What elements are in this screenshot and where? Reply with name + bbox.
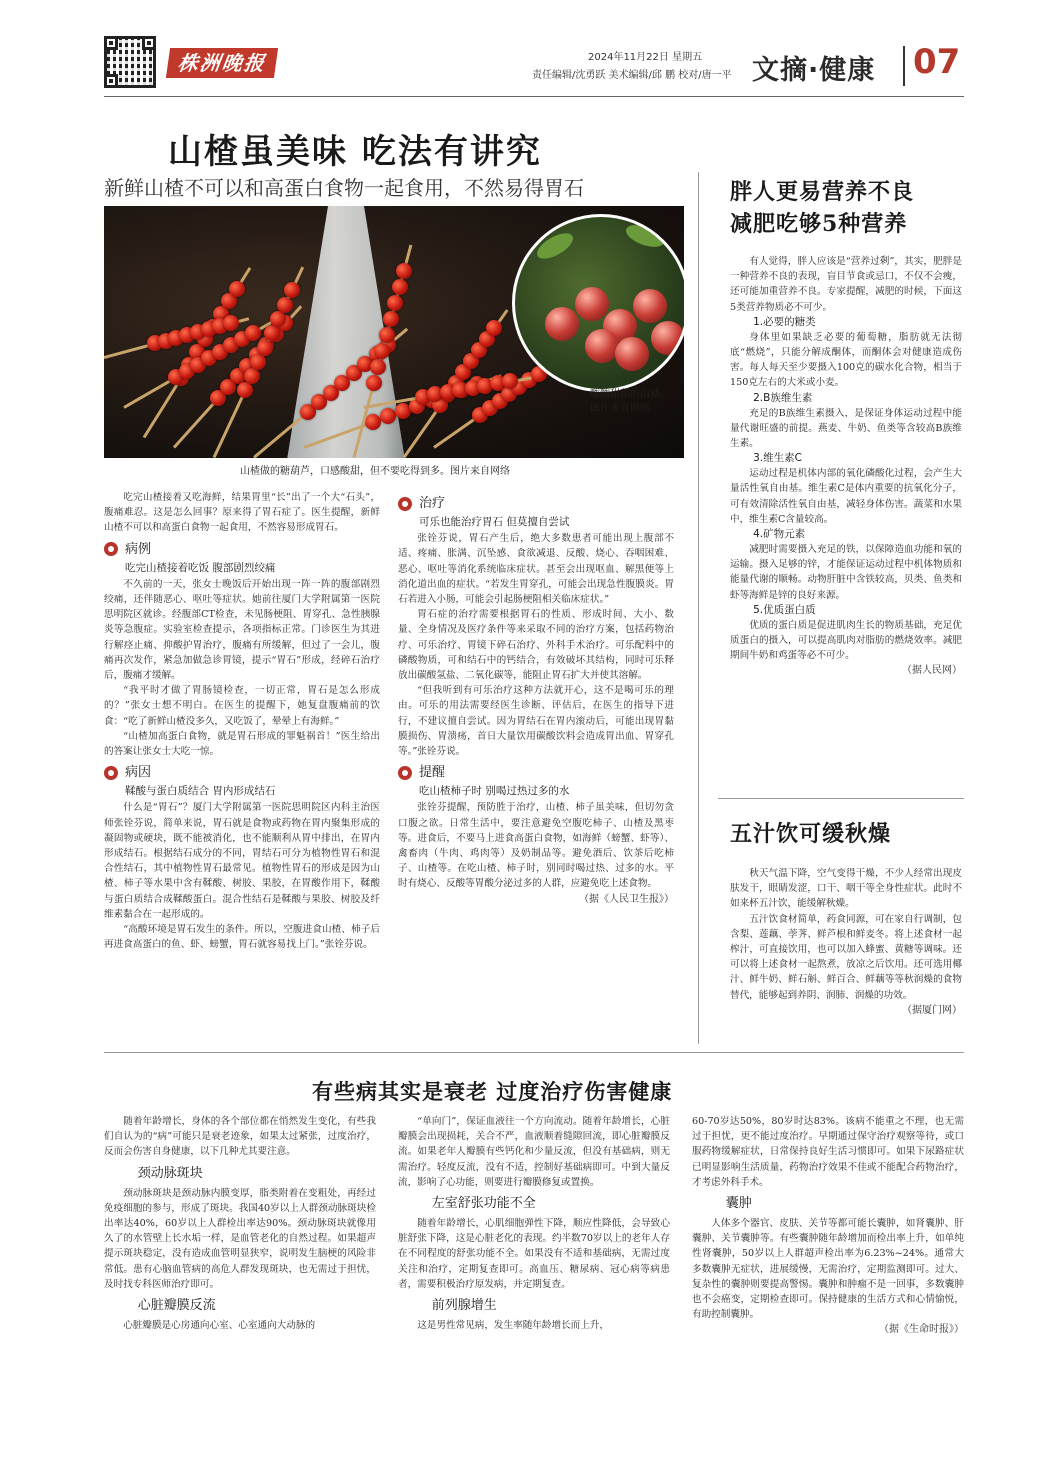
side-article-1-body <box>730 254 962 679</box>
candied-hawthorn <box>370 359 386 375</box>
paragraph: “高酸环境是胃石发生的条件。所以，空腹进食山楂、柿子后再进食高蛋白的鱼、虾、螃蟹，胃石就容易找上门。”张铨芬说。 <box>104 924 380 951</box>
paragraph: 运动过程是机体内部的氧化磷酸化过程，会产生大量活性氧自由基。维生素C是体内重要的抗氧化分子，可有效清除活性氧自由基，减轻身体伤害。蔬菜和水果中，维生素C含量较高。 <box>730 468 962 525</box>
nutrient-heading: 2.B族维生素 <box>753 391 813 404</box>
paragraph: 颈动脉斑块是颈动脉内膜变厚，脂类附着在变粗处，再经过免疫细胞的参与，形成了斑块。我国40岁以上人群颈动脉斑块检出率达40%，60岁以上人群检出率达90%。颈动脉斑块就像用久了的水管壁上长水垢一样，是血管老化的自然过程。如果超声提示斑块稳定，没有造成血管明显狭窄，说明发生脑梗的风险非常低。患有心脑血管病的高危人群发现斑块，也无需过于担忧，及时找专科医师治疗即可。 <box>104 1187 376 1290</box>
side-divider <box>718 798 964 799</box>
editor-credits: 责任编辑/沈勇跃 美术编辑/邱 鹏 校对/唐一平 <box>532 70 732 81</box>
paragraph: 五汁饮食材简单，药食同源，可在家自行调制，包含梨、莲藕、荸荠、鲜芦根和鲜麦冬。将上述食材一起榨汁，可直接饮用，也可以加入蜂蜜、黄糖等调味。还可以将上述食材一起熬煮，放凉之后饮用。还可选用椰汁、鲜牛奶、鲜石斛、鲜百合、鲜藕等等秋润燥的食物替代，能够起到养阴、润肺、润燥的功效。 <box>730 913 962 1001</box>
paragraph: “山楂加高蛋白食物，就是胃石形成的罪魁祸首！”医生给出的答案让张女士大吃一惊。 <box>104 730 380 758</box>
inset-caption <box>590 388 686 416</box>
inset-caption-line: 图片来自网络 <box>590 403 650 414</box>
candied-hawthorn <box>237 382 253 398</box>
paragraph: 随着年龄增长，身体的各个部位都在悄然发生变化，有些我们自认为的“病”可能只是衰老迹象，如果太过紧张，过度治疗，反而会伤害自身健康，以下几种尤其要注意。 <box>104 1116 376 1158</box>
main-column-1 <box>104 490 380 952</box>
candied-hawthorn <box>383 311 399 327</box>
bullet-icon <box>398 766 412 780</box>
side-title-line: 减肥吃够5种营养 <box>730 211 908 237</box>
nutrient-heading: 1.必要的糖类 <box>753 315 816 328</box>
paragraph: “单向门”，保证血液往一个方向流动。随着年龄增长，心脏瓣膜会出现损耗，关合不严，血液顺着缝隙回流，即心脏瓣膜反流。如果老年人瓣膜有些钙化和少量反流，但没有基础病，则无需治疗。轻度反流，没有不适，控制好基础病即可。中到大量反流，影响了心功能，则要进行瓣膜修复或置换。 <box>398 1116 670 1188</box>
hawthorn-inset-photo <box>512 214 684 392</box>
condition-heading: 前列腺增生 <box>431 1298 497 1314</box>
paragraph: 不久前的一天，张女士晚饭后开始出现一阵一阵的腹部剧烈绞痛，还伴随恶心、呕吐等症状。她前往厦门大学附属第一医院思明院区就诊。经腹部CT检查，未见肠梗阻、胃穿孔、急性胰腺炎等急腹症。实验室检查提示，各项指标正常。门诊医生为其进行解痉止痛、抑酸护胃治疗，腹痛有所缓解，但过了一会儿，腹痛再次发作，紧急加做急诊胃镜，提示“胃石”形成，经碎石治疗后，腹痛才缓解。 <box>104 578 380 682</box>
side-article-2-title: 五汁饮可缓秋燥 <box>730 821 892 847</box>
qr-code <box>104 36 156 88</box>
article-intro: 吃完山楂接着又吃海鲜，结果胃里“长”出了一个大“石头”，腹痛难忍。这是怎么回事？原来得了胃石症了。医生提醒，新鲜山楂不可以和高蛋白食物一起食用，不然容易形成胃石。 <box>104 492 380 534</box>
header-divider <box>903 46 905 86</box>
candied-hawthorn <box>257 340 273 356</box>
section-tag-case <box>104 542 380 557</box>
paragraph: 张铨芬说，胃石产生后，绝大多数患者可能出现上腹部不适、疼痛、胀满、沉坠感、食欲减退、反酸、烧心、吞咽困难、恶心、呕吐等消化系统临床症状。甚至会出现呕血、解黑便等上消化道出血的症状。“若发生胃穿孔，可能会出现急性腹膜炎。胃石若进入小肠，可能会引起肠梗阻相关临床症状。” <box>398 533 674 606</box>
cause-subheading: 鞣酸与蛋白质结合 胃内形成结石 <box>125 785 276 798</box>
paragraph: 充足的B族维生素摄入，是保证身体运动过程中能量代谢旺盛的前提。燕麦、牛奶、鱼类等含较高B族维生素。 <box>730 407 962 450</box>
bottom-divider <box>104 1052 964 1053</box>
candied-hawthorn <box>277 297 293 313</box>
inset-caption-line: 酸酸甜甜的山楂。 <box>590 389 670 400</box>
candied-hawthorn <box>379 327 395 343</box>
paragraph: 身体里如果缺乏必要的葡萄糖，脂肪就无法彻底“燃烧”，只能分解成酮体，而酮体会对健康造成伤害。每人每天至少要摄入100克的碳水化合物，相当于150克左右的大米或小麦。 <box>730 331 962 389</box>
paragraph: 什么是“胃石”？厦门大学附属第一医院思明院区内科主治医师张铨芬说，简单来说，胃石就是食物或药物在胃内聚集形成的凝固物或硬块，既不能被消化，也不能顺利从胃中排出，在胃内形成结石。根据结石成分的不同，胃结石可分为植物性胃石和混合性结石，其中植物性胃石最常见。植物性胃石的形成是因为山楂、柿子等水果中含有鞣酸、树胶、果胶，在胃酸作用下，鞣酸与蛋白质结合成鞣酸蛋白。混合性结石是鞣酸与果胶、树胶及纤维素黏合在一起形成的。 <box>104 802 380 920</box>
bottom-column-2 <box>398 1114 670 1333</box>
article-source: （据《生命时报》） <box>879 1324 964 1336</box>
paragraph: 人体多个器官、皮肤、关节等都可能长囊肿，如肾囊肿、肝囊肿、关节囊肿等。有些囊肿随年龄增加而检出率上升，如单纯性肾囊肿，50岁以上人群超声检出率为6.23%~24%。通常大多数囊肿无症状，进展缓慢，无需治疗，定期监测即可。过大、复杂性的囊肿则要提高警惕。囊肿和肿瘤不是一回事，多数囊肿也不会癌变，定期检查即可。保持健康的生活方式和心情愉悦，有助控制囊肿。 <box>692 1218 964 1321</box>
paragraph: “我平时才做了胃肠镜检查，一切正常，胃石是怎么形成的？”张女士想不明白。在医生的提醒下，她复盘腹痛前的饮食：“吃了新鲜山楂没多久，又吃饭了，晕晕上有海鲜。” <box>104 685 380 727</box>
bottom-column-3 <box>692 1114 964 1338</box>
qr-corner <box>104 36 118 50</box>
condition-heading: 心脏瓣膜反流 <box>137 1298 216 1314</box>
header-rule <box>104 96 964 97</box>
hawthorn-fruit <box>585 329 619 363</box>
main-headline: 山楂虽美味 吃法有讲究 <box>168 132 542 172</box>
nutrient-heading: 3.维生素C <box>753 452 802 465</box>
tag-label: 病因 <box>125 765 152 781</box>
condition-heading: 左室舒张功能不全 <box>431 1196 536 1212</box>
paragraph: 减肥时需要摄入充足的铁，以保障造血功能和氧的运输。摄入足够的锌，才能保证运动过程中机体物质和能量代谢的顺畅。动物肝脏中含铁较高，贝类、鱼类和虾等海鲜是锌的良好来源。 <box>730 544 962 601</box>
nutrient-heading: 4.矿物元素 <box>753 528 806 541</box>
candied-hawthorn <box>395 403 411 419</box>
condition-heading: 颈动脉斑块 <box>137 1165 203 1181</box>
reminder-subheading: 吃山楂柿子时 别喝过热过多的水 <box>419 785 570 798</box>
qr-corner <box>104 74 118 88</box>
candied-hawthorn <box>229 281 245 297</box>
column-divider <box>698 172 699 1044</box>
case-subheading: 吃完山楂接着吃饭 腹部剧烈绞痛 <box>125 561 276 574</box>
paragraph: 随着年龄增长，心肌细胞弹性下降，顺应性降低，会导致心脏舒张下降，这是心脏老化的表现。约半数70岁以上的老年人存在不同程度的舒张功能不全。如果没有不适和基础病，无需过度关注和治疗，定期复查即可。高血压、糖尿病、冠心病等病患者，需要积极治疗原发病，并定期复查。 <box>398 1218 670 1290</box>
treatment-subheading: 可乐也能治疗胃石 但莫擅自尝试 <box>419 516 570 529</box>
qr-corner <box>142 36 156 50</box>
hawthorn-fruit <box>633 289 667 323</box>
bullet-icon <box>104 766 118 780</box>
paragraph: 60-70岁达50%，80岁时达83%。该病不能重之不理，也无需过于担忧，更不能过度治疗。早期通过保守治疗观察等待，或口服药物缓解症状，日常保持良好生活习惯即可。如果下尿路症状已明显影响生活质量，药物治疗效果不佳或不能配合药物治疗，才考虑外科手术。 <box>692 1116 964 1188</box>
bottom-headline: 有些病其实是衰老 过度治疗伤害健康 <box>312 1080 673 1104</box>
bullet-icon <box>398 497 412 511</box>
candied-hawthorn <box>244 368 260 384</box>
section-tag-cause <box>104 765 380 780</box>
candied-hawthorn <box>392 279 408 295</box>
section-tag-treatment <box>398 496 674 511</box>
tag-label: 治疗 <box>419 496 446 511</box>
main-subheadline: 新鲜山楂不可以和高蛋白食物一起食用，不然易得胃石 <box>104 176 584 200</box>
candied-hawthorn <box>264 325 280 341</box>
candied-hawthorn <box>223 315 239 331</box>
candied-hawthorn <box>250 354 266 370</box>
hawthorn-fruit <box>615 337 649 371</box>
hawthorn-fruit <box>651 321 684 355</box>
issue-date: 2024年11月22日 星期五 <box>588 52 703 63</box>
side-article-1-title <box>730 176 966 240</box>
paragraph: 胃石症的治疗需要根据胃石的性质、形成时间、大小、数量、全身情况及医疗条件等来采取不同的治疗方案，包括药物治疗、可乐治疗、胃镜下碎石治疗、外科手术治疗。可乐配料中的磷酸物质，可和结石中的钙结合，有效破坏其结构，同时可乐释放出碳酸氢盐、二氧化碳等，能阻止胃石扩大并使其溶解。 <box>398 609 674 682</box>
article-source: （据人民网） <box>902 665 962 677</box>
candied-hawthorn <box>365 414 381 430</box>
leaf-shape <box>623 221 667 252</box>
paragraph: “但我听到有可乐治疗这种方法就开心，这不是喝可乐的理由。可乐的用法需要经医生诊断、评估后，在医生的指导下进行，不建议擅自尝试。因为胃结石在胃内滚动后，可能出现胃黏膜损伤、胃溃疡，首日大量饮用碳酸饮料会造成胃出血、胃穿孔等。”张铨芬说。 <box>398 685 674 758</box>
candied-hawthorn <box>486 320 502 336</box>
hawthorn-candy-photo <box>104 206 684 458</box>
paragraph: 有人觉得，胖人应该是“营养过剩”，其实，肥胖是一种营养不良的表现，盲目节食或忌口，不仅不会瘦，还可能加重营养不良。专家提醒，减肥的时候，下面这5类营养物质必不可少。 <box>730 256 962 313</box>
section-tag-reminder <box>398 765 674 780</box>
paragraph: 张铨芬提醒，预防胜于治疗，山楂、柿子虽美味，但切勿贪口腹之欲。日常生活中，要注意避免空腹吃柿子、山楂及黑枣等。进食后，不要马上进食高蛋白食物，如海鲜（螃蟹、虾等）、禽畜肉（牛肉、鸡肉等）及奶制品等。避免酒后、饮茶后吃柿子、山楂等。在吃山楂、柿子时，别同时喝过热、过多的水。平时有烧心、反酸等胃酸分泌过多的人群，应避免吃上述食物。 <box>398 802 674 890</box>
candied-hawthorn <box>284 282 300 298</box>
tag-label: 病例 <box>125 541 152 557</box>
page-number: 07 <box>913 42 961 82</box>
article-source: （据《人民卫生报》） <box>579 893 674 905</box>
tag-label: 提醒 <box>419 765 446 781</box>
bullet-icon <box>104 542 118 556</box>
paragraph: 优质的蛋白质是促进肌肉生长的物质基础，充足优质蛋白的摄入，可以提高肌肉对脂肪的燃烧效率。减肥期间牛奶和鸡蛋等必不可少。 <box>730 619 962 662</box>
newspaper-logo: 株洲晚报 <box>166 48 278 78</box>
bottom-column-1 <box>104 1114 376 1333</box>
candied-hawthorn <box>366 375 382 391</box>
paragraph: 心脏瓣膜是心房通向心室、心室通向大动脉的 <box>123 1320 316 1332</box>
main-column-2 <box>398 490 674 907</box>
leaf-shape <box>533 228 577 264</box>
candied-hawthorn <box>245 325 261 341</box>
hawthorn-fruit <box>545 307 579 341</box>
side-title-line: 胖人更易营养不良 <box>730 179 915 205</box>
paragraph: 秋天气温下降，空气变得干燥，不少人经常出现皮肤发干，眼睛发涩，口干、咽干等全身性症状。此时不如来杯五汁饮，能缓解秋燥。 <box>730 868 962 910</box>
candied-hawthorn <box>396 263 412 279</box>
nutrient-heading: 5.优质蛋白质 <box>753 603 816 616</box>
photo-caption: 山楂做的糖葫芦，口感酸甜，但不要吃得到多。图片来自网络 <box>240 466 510 477</box>
hawthorn-fruit <box>575 287 609 321</box>
candied-hawthorn <box>387 295 403 311</box>
paragraph: 这是男性常见病，发生率随年龄增长而上升， <box>417 1320 610 1332</box>
condition-heading: 囊肿 <box>725 1196 752 1212</box>
side-article-2-body <box>730 866 962 1018</box>
section-name: 文摘·健康 <box>752 55 876 86</box>
article-source: （据厦门网） <box>902 1004 962 1016</box>
